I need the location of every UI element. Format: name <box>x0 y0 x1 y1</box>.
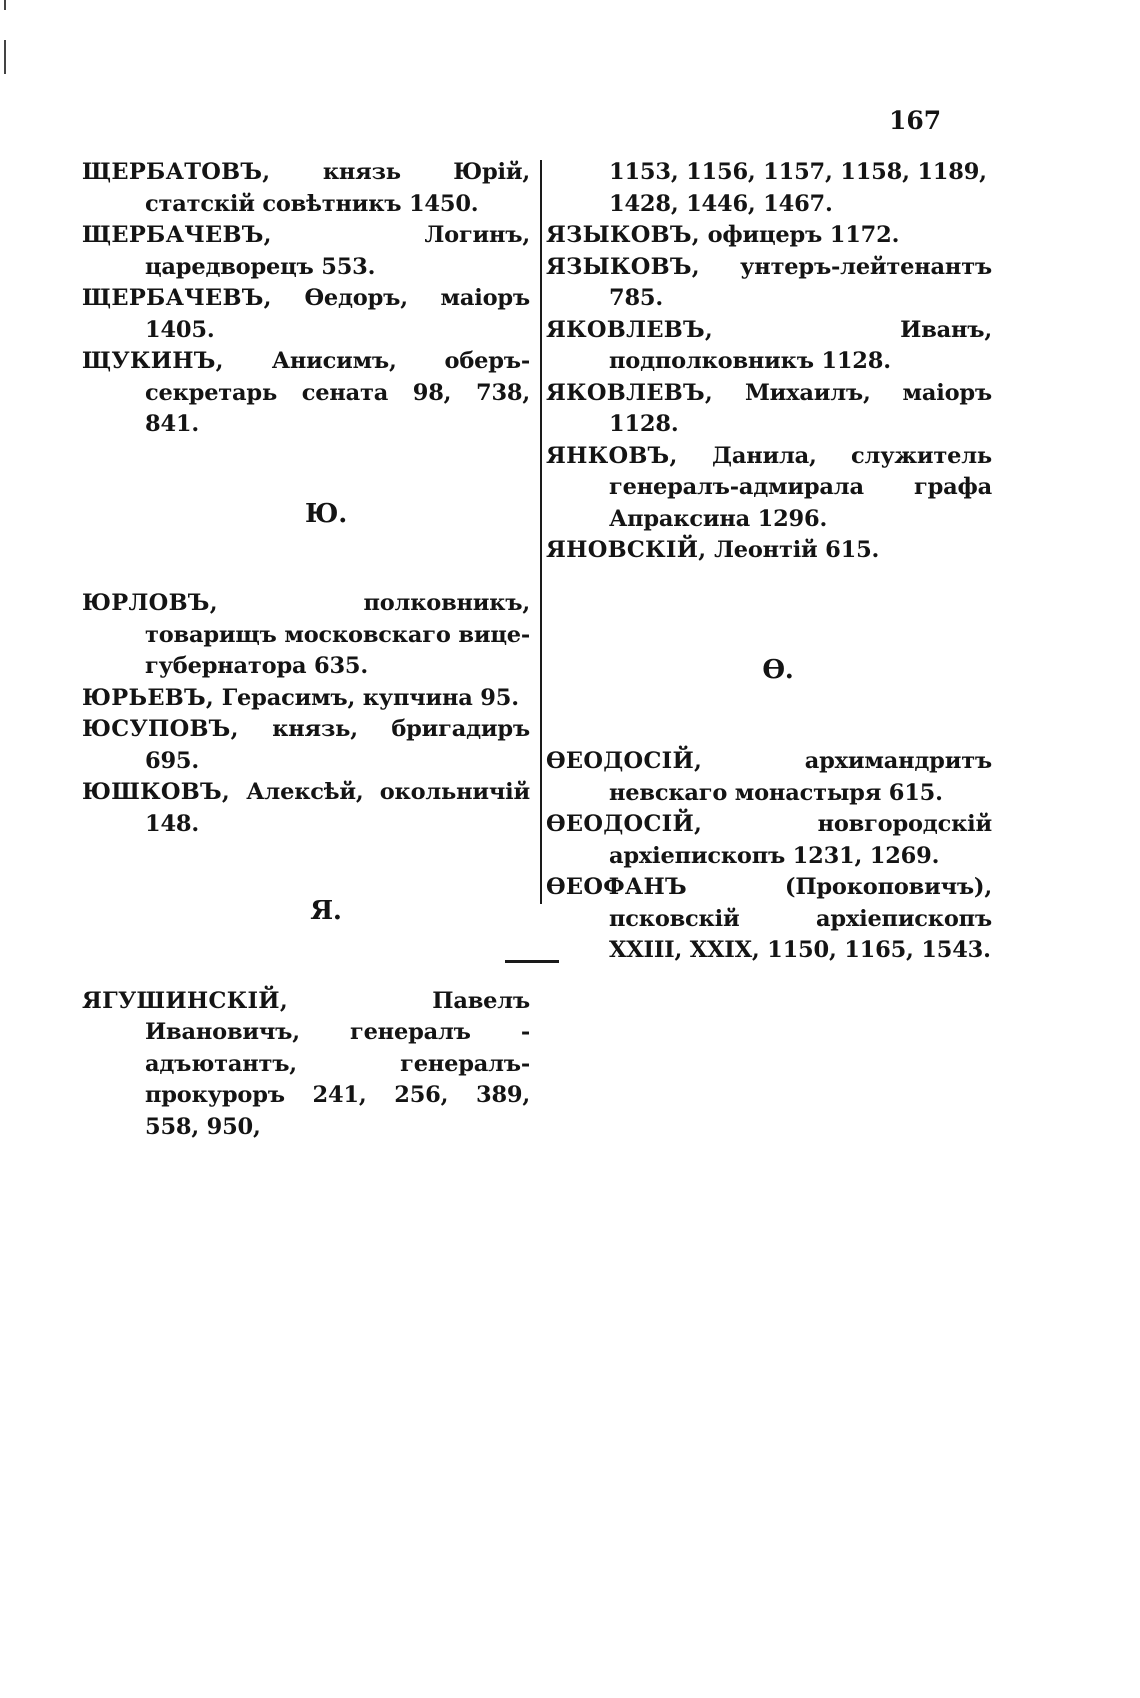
index-entry <box>546 535 992 567</box>
section-letter-fita: Ѳ. <box>762 654 794 685</box>
entry-headword: ЯНОВСКІЙ, <box>546 537 707 563</box>
entry-text: Герасимъ, купчина 95. <box>221 684 519 711</box>
entry-headword: ЮШКОВЪ, <box>82 779 231 805</box>
entry-text: Павелъ Ивановичъ, генералъ - адъютантъ, генералъ-прокуроръ 241, 256, 389, 558, 950, <box>145 987 530 1140</box>
index-entry <box>82 283 530 346</box>
entry-headword: ЩУКИНЪ, <box>82 348 224 374</box>
right-column <box>546 157 992 967</box>
index-entry <box>82 714 530 777</box>
entries-fita <box>546 746 992 967</box>
entry-headword: ЯЗЫКОВЪ, <box>546 253 700 280</box>
column-divider <box>540 160 542 904</box>
page-number: 167 <box>889 106 942 135</box>
left-column <box>82 157 530 1143</box>
index-entry <box>546 378 992 441</box>
index-entry <box>82 683 530 715</box>
entry-headword: ЯЗЫКОВЪ, <box>546 222 700 248</box>
entries-yu <box>82 588 530 840</box>
index-entry <box>546 746 992 809</box>
entry-headword: ЩЕРБАТОВЪ, <box>82 159 271 185</box>
index-entry <box>546 220 992 252</box>
index-entry <box>82 588 530 683</box>
entry-text: князь Юрій, статскій совѣтникъ 1450. <box>145 159 530 217</box>
entry-headword: ЯНКОВЪ, <box>546 442 678 469</box>
entry-text: Анисимъ, оберъ-секретарь сената 98, 738, 841. <box>145 348 530 437</box>
entry-text: Михаилъ, маіоръ 1128. <box>609 379 992 437</box>
entry-text: архимандритъ невскаго монастыря 615. <box>609 748 992 806</box>
index-entry <box>546 441 992 536</box>
scan-margin-mark <box>4 0 6 10</box>
section-letter-ya: Я. <box>310 896 342 926</box>
entry-headword: ЯКОВЛЕВЪ, <box>546 316 714 343</box>
entry-text: Ѳедоръ, маіоръ 1405. <box>145 285 530 343</box>
entry-headword: ЩЕРБАЧЕВЪ, <box>82 285 272 311</box>
entry-text: Алексѣй, окольничій 148. <box>145 779 530 837</box>
entry-headword: ЩЕРБАЧЕВЪ, <box>82 222 272 248</box>
end-rule <box>505 960 559 963</box>
entry-headword: ЯКОВЛЕВЪ, <box>546 379 714 406</box>
section-letter-yu: Ю. <box>304 498 348 529</box>
scan-margin-mark <box>4 40 6 74</box>
entry-text: офицеръ 1172. <box>707 222 900 248</box>
entry-text: Логинъ, царедворецъ 553. <box>145 222 530 280</box>
entry-headword: ЮРЬЕВЪ, <box>82 684 215 711</box>
index-entry <box>546 809 992 872</box>
entry-headword: ЮРЛОВЪ, <box>82 590 218 616</box>
index-entry <box>82 220 530 283</box>
index-entry <box>546 872 992 967</box>
entry-headword: ѲЕОДОСІЙ, <box>546 811 703 837</box>
entries-ya-right <box>546 220 992 567</box>
index-entry <box>82 157 530 220</box>
index-entry <box>82 346 530 441</box>
entry-text: князь, бригадиръ 695. <box>145 716 530 774</box>
entry-headword: ЯГУШИНСКІЙ, <box>82 987 288 1014</box>
entry-text: унтеръ-лейтенантъ 785. <box>609 253 992 311</box>
index-entry <box>82 986 530 1144</box>
index-entry <box>546 315 992 378</box>
entry-text: Данила, служитель генералъ-адмирала графа Апраксина 1296. <box>609 442 992 532</box>
entries-shch <box>82 157 530 441</box>
entry-text: Иванъ, подполковникъ 1128. <box>609 316 992 374</box>
index-entry <box>82 777 530 840</box>
entry-text: Леонтій 615. <box>714 537 880 563</box>
entries-ya-left <box>82 986 530 1144</box>
entry-text: новгородскій архіепископъ 1231, 1269. <box>609 811 992 869</box>
index-entry <box>546 252 992 315</box>
entry-headword: ѲЕОФАНЪ <box>546 874 687 900</box>
entry-headword: ѲЕОДОСІЙ, <box>546 748 703 774</box>
entry-headword: ЮСУПОВЪ, <box>82 716 239 742</box>
entry-continuation: 1153, 1156, 1157, 1158, 1189, 1428, 1446, 1467. <box>609 159 987 217</box>
entry-text: полковникъ, товарищъ московскаго вице-губернатора 635. <box>145 590 530 679</box>
entry-text: (Прокоповичъ), псковскій архіепископъ XXIII, XXIX, 1150, 1165, 1543. <box>609 874 992 963</box>
